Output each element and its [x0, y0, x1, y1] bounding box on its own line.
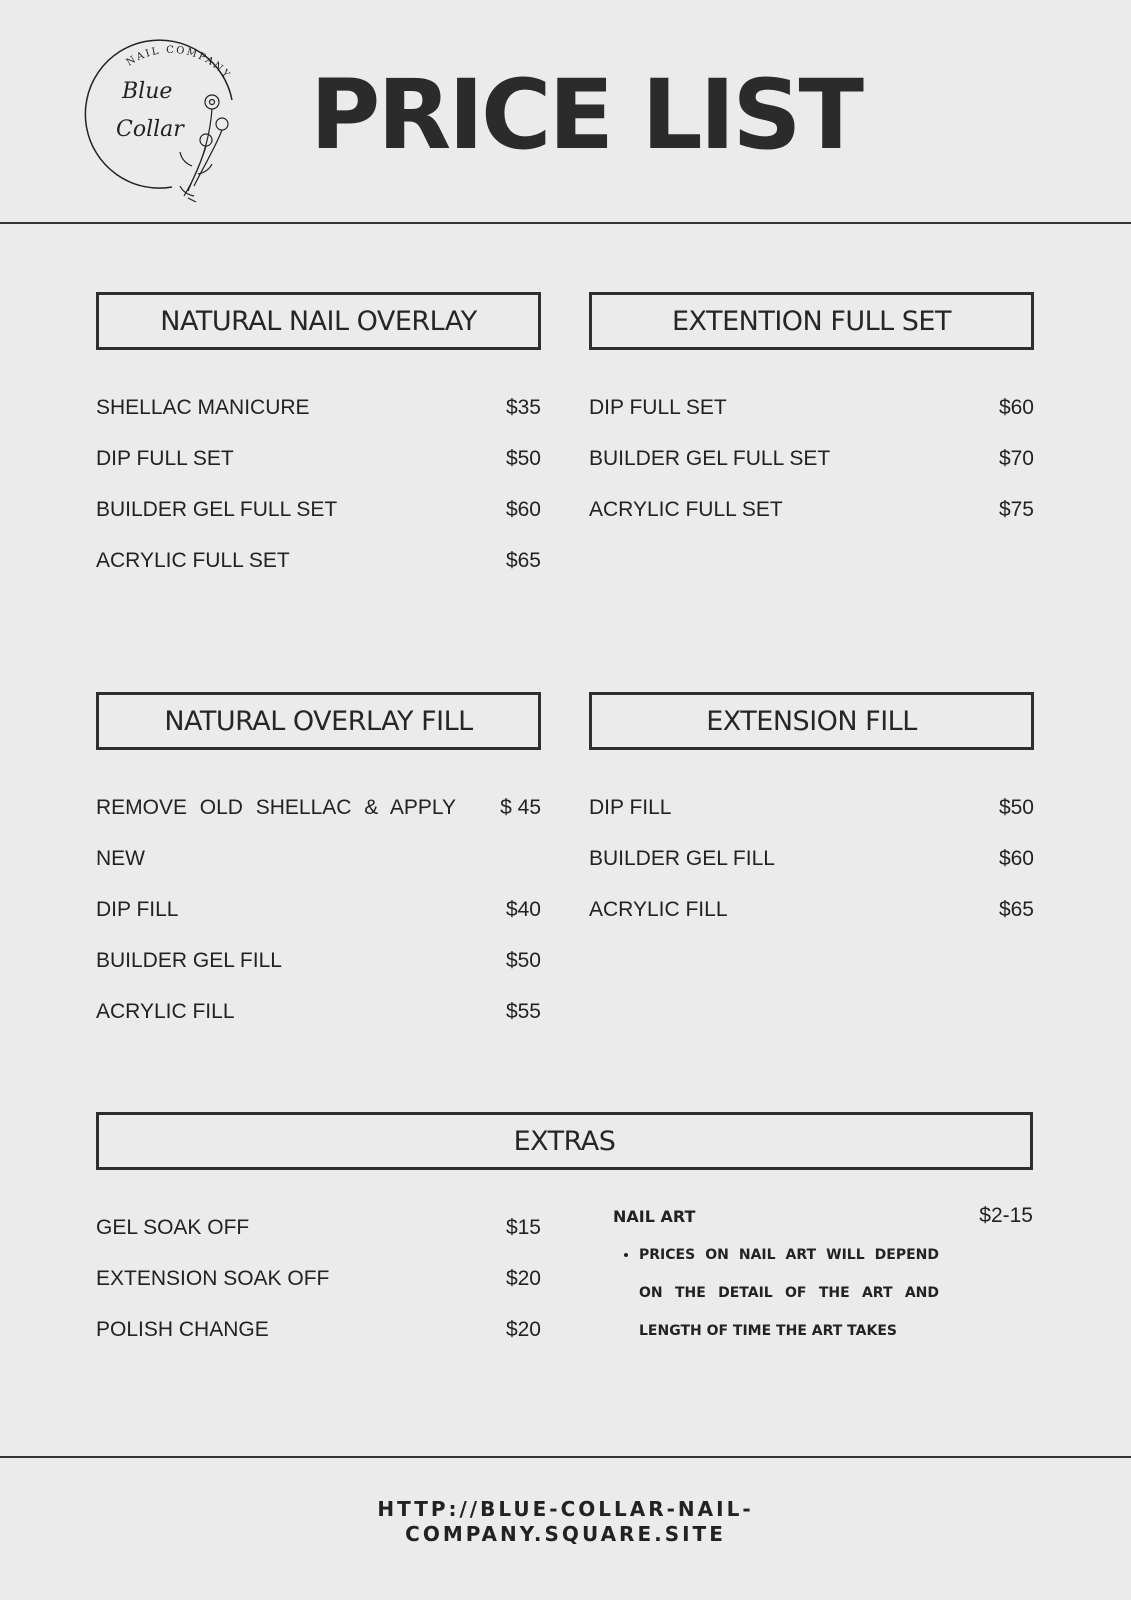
price-row: [96, 1253, 541, 1304]
price-row: [589, 433, 1034, 484]
service-price: $60: [998, 396, 1034, 419]
service-price: $40: [505, 898, 541, 921]
footer-divider: [0, 1456, 1131, 1458]
service-name: DIP FULL SET: [589, 396, 727, 419]
service-name: ACRYLIC FILL: [96, 1000, 235, 1023]
price-row: [589, 884, 1034, 935]
price-row: [96, 535, 541, 586]
service-price: $50: [505, 447, 541, 470]
service-name: ACRYLIC FULL SET: [96, 549, 290, 572]
logo-word-blue: Blue: [122, 79, 173, 104]
nail-art-note: • PRICES ON NAIL ART WILL DEPEND ON THE DETAIL OF THE ART AND LENGTH OF TIME THE ART TAKES: [639, 1236, 939, 1350]
header-divider: [0, 222, 1131, 224]
nail-art-note-list: [639, 1236, 939, 1350]
logo-arc-text: NAIL COMPANY: [124, 44, 233, 82]
service-name: DIP FILL: [589, 796, 672, 819]
service-price: $60: [505, 498, 541, 521]
service-name: BUILDER GEL FULL SET: [589, 447, 831, 470]
service-name: DIP FILL: [96, 898, 179, 921]
service-name: REMOVE OLD SHELLAC & APPLY NEW: [96, 796, 456, 870]
price-row: [96, 884, 541, 935]
service-price: $20: [505, 1318, 541, 1341]
url-line-2[interactable]: COMPANY.SQUARE.SITE: [405, 1522, 726, 1546]
service-price: $60: [998, 847, 1034, 870]
logo-word-collar: Collar: [116, 117, 184, 142]
section-heading: NATURAL OVERLAY FILL: [96, 692, 541, 750]
company-logo: [84, 36, 254, 206]
website-url[interactable]: [0, 1497, 1131, 1547]
section-natural-overlay-fill: [96, 692, 541, 1037]
price-row: [589, 782, 1034, 833]
section-heading: EXTENTION FULL SET: [589, 292, 1034, 350]
service-name: ACRYLIC FILL: [589, 898, 728, 921]
price-row: [589, 382, 1034, 433]
service-name: BUILDER GEL FILL: [589, 847, 775, 870]
service-price: $20: [505, 1267, 541, 1290]
nail-art-block: [613, 1202, 1033, 1355]
service-price: $55: [505, 1000, 541, 1023]
section-extension-fill: [589, 692, 1034, 935]
page-title: PRICE LIST: [310, 59, 861, 171]
price-row: [96, 484, 541, 535]
service-price: $50: [998, 796, 1034, 819]
price-row: [96, 382, 541, 433]
section-heading: EXTRAS: [96, 1112, 1033, 1170]
service-price: $35: [505, 396, 541, 419]
nail-art-price: $2-15: [979, 1204, 1033, 1227]
price-row: [589, 833, 1034, 884]
service-name: POLISH CHANGE: [96, 1318, 269, 1341]
service-name: EXTENSION SOAK OFF: [96, 1267, 330, 1290]
flower-illustration-icon: [180, 95, 228, 202]
service-price: $ 45: [500, 796, 541, 819]
svg-text:NAIL COMPANY: [125, 45, 233, 82]
service-name: DIP FULL SET: [96, 447, 234, 470]
price-row: [96, 1202, 541, 1253]
price-row: [96, 1304, 541, 1355]
url-line-1[interactable]: HTTP://BLUE-COLLAR-NAIL-: [377, 1497, 754, 1521]
section-heading: EXTENSION FILL: [589, 692, 1034, 750]
price-row: [589, 484, 1034, 535]
service-name: BUILDER GEL FULL SET: [96, 498, 338, 521]
service-name: SHELLAC MANICURE: [96, 396, 310, 419]
service-price: $50: [505, 949, 541, 972]
section-extras: [96, 1112, 1033, 1355]
nail-art-name: NAIL ART: [613, 1206, 696, 1226]
service-name: ACRYLIC FULL SET: [589, 498, 783, 521]
section-extention-full-set: [589, 292, 1034, 535]
price-row: [96, 782, 541, 884]
service-price: $65: [505, 549, 541, 572]
price-row: [96, 986, 541, 1037]
price-row: [96, 433, 541, 484]
service-price: $15: [505, 1216, 541, 1239]
service-price: $70: [998, 447, 1034, 470]
service-name: GEL SOAK OFF: [96, 1216, 250, 1239]
service-name: BUILDER GEL FILL: [96, 949, 282, 972]
service-price: $65: [998, 898, 1034, 921]
section-natural-nail-overlay: [96, 292, 541, 586]
service-price: $75: [998, 498, 1034, 521]
section-heading: NATURAL NAIL OVERLAY: [96, 292, 541, 350]
price-row: [96, 935, 541, 986]
